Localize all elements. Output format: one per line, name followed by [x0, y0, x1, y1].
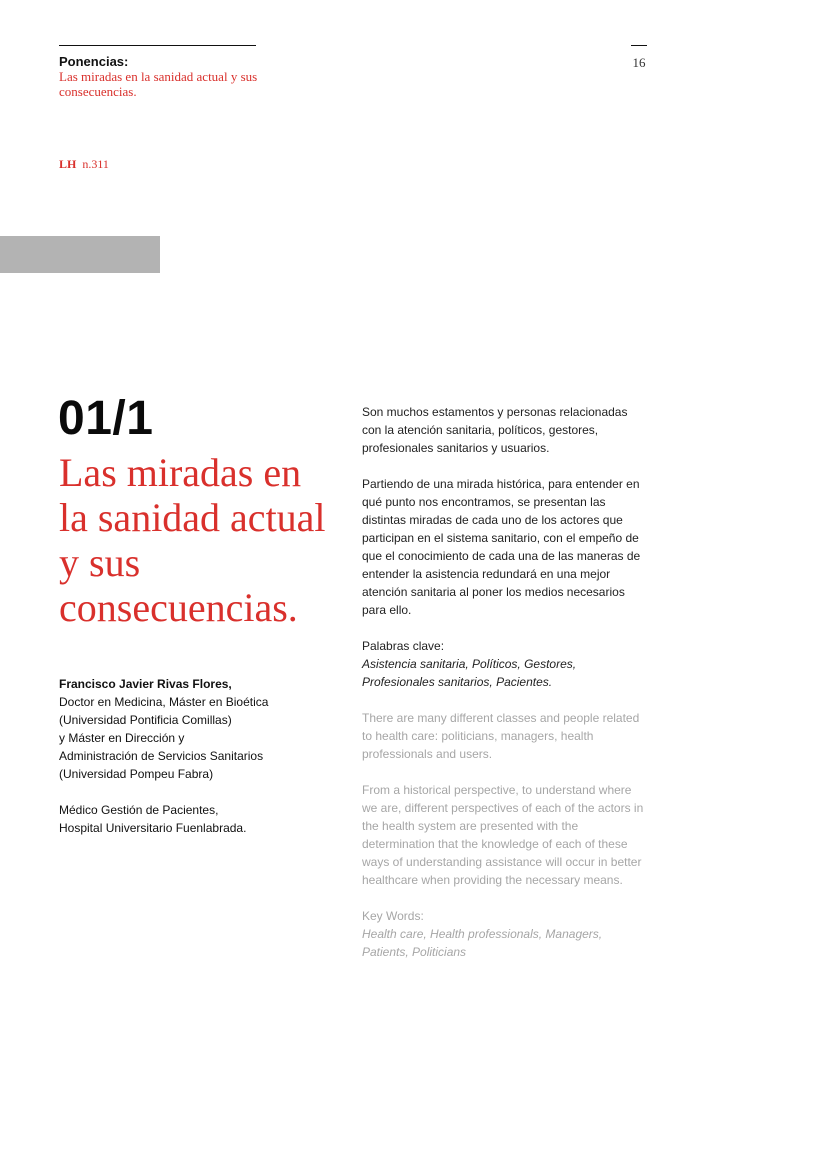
- author-credential: (Universidad Pompeu Fabra): [59, 767, 214, 781]
- keywords-en: [362, 907, 647, 961]
- author-block: [59, 675, 319, 837]
- decorative-gray-block: [0, 236, 160, 273]
- journal-abbrev: LH: [59, 157, 77, 171]
- keywords-en-list: Health care, Health professionals, Managers, Patients, Politicians: [362, 927, 603, 959]
- abstract-column: [362, 403, 647, 979]
- keywords-es-label: Palabras clave:: [362, 639, 445, 653]
- journal-issue: n.311: [82, 157, 109, 171]
- article-title: Las miradas en la sanidad actual y sus consecuencias.: [59, 450, 326, 630]
- author-credential: Administración de Servicios Sanitarios: [59, 749, 264, 763]
- page-number: 16: [632, 55, 646, 70]
- header-rule-right: [631, 45, 647, 46]
- author-position: Médico Gestión de Pacientes,: [59, 803, 219, 817]
- section-label: Ponencias:: [59, 54, 129, 69]
- author-affiliation: Hospital Universitario Fuenlabrada.: [59, 821, 247, 835]
- header-rule-left: [59, 45, 256, 46]
- author-credential: (Universidad Pontificia Comillas): [59, 713, 232, 727]
- author-credential: y Máster en Dirección y: [59, 731, 185, 745]
- abstract-en-paragraph-2: From a historical perspective, to understand where we are, different perspectives of each of the actors in the health system are presented with the determination that the knowledge of each of these ways of understanding assistance will occur in better healthcare when providing the necessary means.: [362, 783, 644, 887]
- keywords-en-label: Key Words:: [362, 909, 424, 923]
- keywords-es: [362, 637, 647, 691]
- abstract-es-paragraph-1: Son muchos estamentos y personas relacionadas con la atención sanitaria, políticos, gestores, profesionales sanitarios y usuarios.: [362, 405, 628, 455]
- section-subtitle: Las miradas en la sanidad actual y sus consecuencias.: [59, 69, 258, 99]
- keywords-es-list: Asistencia sanitaria, Políticos, Gestores, Profesionales sanitarios, Pacientes.: [362, 657, 577, 689]
- journal-reference: [59, 157, 109, 172]
- author-credential: Doctor en Medicina, Máster en Bioética: [59, 695, 269, 709]
- author-name: Francisco Javier Rivas Flores,: [59, 677, 232, 691]
- abstract-en-paragraph-1: There are many different classes and people related to health care: politicians, managers, health professionals and users.: [362, 711, 640, 761]
- article-number: 01/1: [58, 392, 154, 445]
- abstract-es-paragraph-2: Partiendo de una mirada histórica, para entender en qué punto nos encontramos, se presentan las distintas miradas de cada uno de los actores que participan en el sistema sanitario, con el empeño de que el conocimiento de cada una de las maneras de entender la asistencia redundará en una mejor atención sanitaria al poner los medios necesarios para ello.: [362, 477, 641, 617]
